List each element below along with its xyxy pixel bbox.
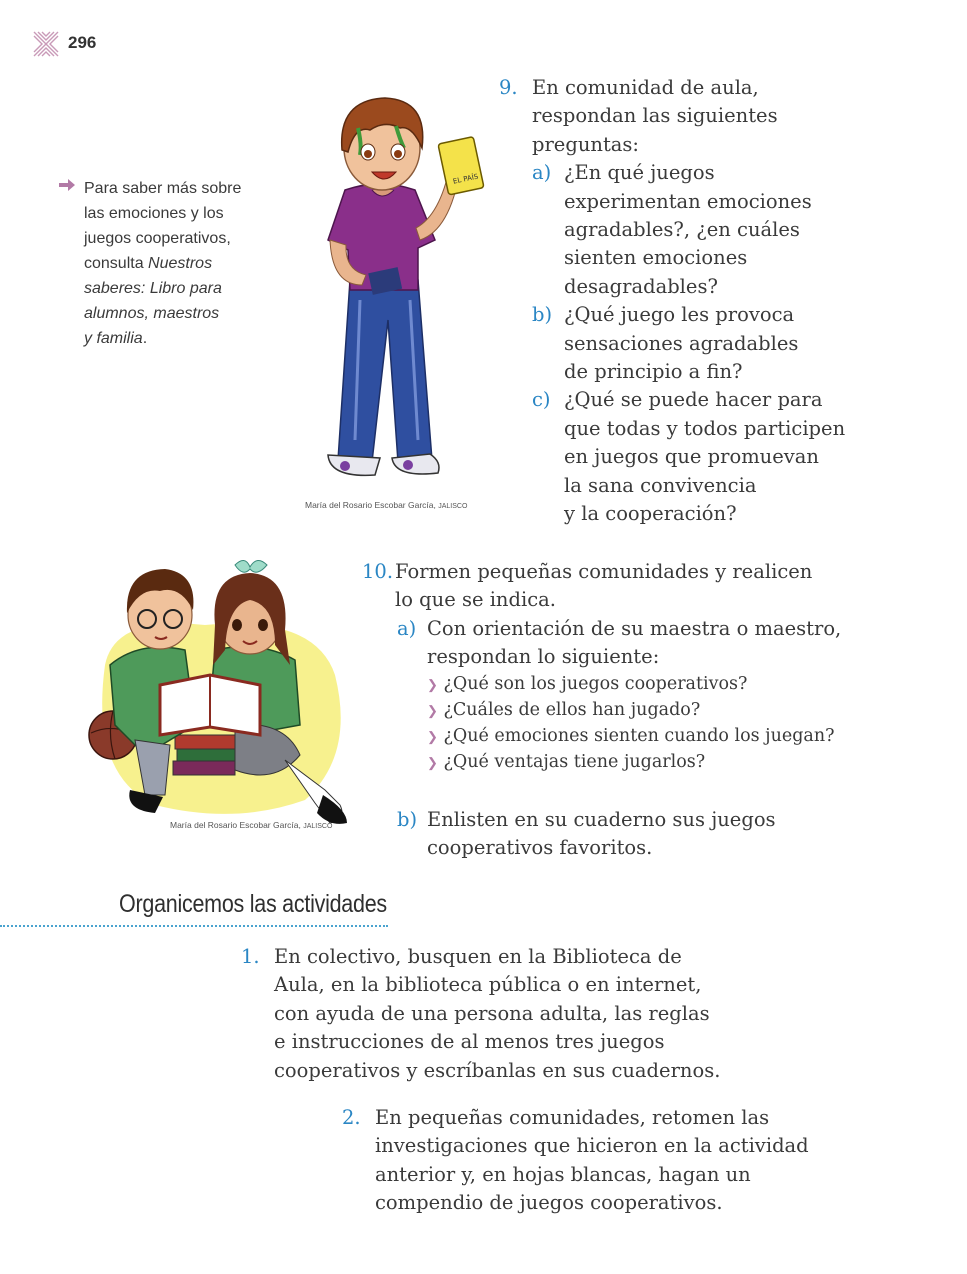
section-divider	[0, 925, 388, 927]
note-line: consulta	[84, 255, 149, 272]
boy-illustration	[300, 90, 500, 490]
illustration-credit-state: JALISCO	[303, 823, 333, 830]
bullet-text: ¿Qué ventajas tiene jugarlos?	[443, 751, 706, 772]
arrow-right-icon	[58, 178, 76, 192]
item-text: desagradables?	[564, 274, 718, 298]
item-text: Con orientación de su maestra o maestro,	[427, 616, 842, 640]
item-text: y la cooperación?	[564, 502, 737, 526]
question-text: En comunidad de aula,	[532, 76, 759, 99]
question-text: lo que se indica.	[395, 588, 556, 612]
book-logo-icon	[30, 28, 62, 60]
question-number: 9.	[499, 76, 518, 99]
note-end: .	[142, 330, 148, 347]
card-text: EL PAÍS	[452, 172, 480, 186]
illustration-credit: María del Rosario Escobar García,	[170, 820, 301, 830]
book-title: Nuestros	[148, 255, 213, 272]
activity-text: e instrucciones de al menos tres juegos	[274, 1030, 665, 1054]
activity-1	[241, 943, 761, 1085]
sidebar-note	[84, 176, 274, 351]
question-9	[499, 74, 919, 529]
illustration-credit: María del Rosario Escobar García,	[305, 500, 436, 510]
activity-text: Aula, en la biblioteca pública o en internet,	[274, 973, 702, 997]
bullet-icon: ❯	[427, 677, 438, 693]
item-label: b)	[532, 303, 553, 327]
book-title: alumnos, maestros	[84, 305, 220, 322]
bullet-text: ¿Qué son los juegos cooperativos?	[443, 673, 748, 694]
item-label: c)	[532, 388, 551, 412]
item-text: en juegos que promuevan	[564, 445, 819, 469]
activity-text: compendio de juegos cooperativos.	[375, 1191, 723, 1215]
book-title: y familia	[84, 330, 143, 347]
item-text: que todas y todos participen	[564, 416, 846, 440]
item-text: la sana convivencia	[564, 473, 757, 497]
question-text: Formen pequeñas comunidades y realicen	[395, 560, 813, 583]
bullet-icon: ❯	[427, 755, 438, 771]
item-text: respondan lo siguiente:	[427, 645, 660, 669]
item-text: experimentan emociones	[564, 189, 812, 213]
book-title: saberes: Libro para	[84, 280, 222, 297]
bullet-text: ¿Qué emociones sienten cuando los juegan?	[443, 725, 835, 746]
question-text: respondan las siguientes	[532, 104, 778, 128]
note-line: Para saber más sobre	[84, 180, 242, 197]
activity-text: En pequeñas comunidades, retomen las	[375, 1106, 770, 1129]
item-text: sienten emociones	[564, 246, 748, 270]
activity-text: En colectivo, busquen en la Biblioteca de	[274, 945, 682, 968]
item-label: a)	[532, 161, 552, 185]
activity-number: 1.	[241, 945, 260, 968]
page-number: 296	[68, 33, 97, 52]
activity-text: cooperativos y escríbanlas en sus cuadernos.	[274, 1058, 721, 1082]
kids-reading-illustration	[85, 555, 360, 830]
item-label: a)	[397, 616, 417, 640]
activity-number: 2.	[342, 1106, 361, 1129]
item-text: ¿En qué juegos	[564, 161, 715, 185]
item-text: ¿Qué se puede hacer para	[564, 388, 823, 412]
item-text: de principio a fin?	[564, 360, 743, 384]
activity-text: con ayuda de una persona adulta, las reglas	[274, 1001, 710, 1025]
bullet-text: ¿Cuáles de ellos han jugado?	[443, 699, 701, 720]
section-title: Organicemos las actividades	[119, 890, 387, 918]
question-10	[362, 558, 902, 862]
item-text: sensaciones agradables	[564, 331, 799, 355]
item-text: ¿Qué juego les provoca	[564, 303, 795, 327]
item-text: Enlisten en su cuaderno sus juegos	[427, 807, 776, 831]
note-line: las emociones y los	[84, 205, 224, 222]
activity-text: anterior y, en hojas blancas, hagan un	[375, 1162, 751, 1186]
activity-text: investigaciones que hicieron en la actividad	[375, 1134, 809, 1158]
item-text: agradables?, ¿en cuáles	[564, 218, 800, 242]
illustration-credit-state: JALISCO	[438, 503, 468, 510]
bullet-icon: ❯	[427, 703, 438, 719]
bullet-icon: ❯	[427, 729, 438, 745]
question-text: preguntas:	[532, 132, 639, 156]
item-text: cooperativos favoritos.	[427, 836, 653, 860]
activity-2	[342, 1104, 862, 1218]
note-line: juegos cooperativos,	[84, 230, 231, 247]
question-number: 10.	[362, 560, 394, 583]
item-label: b)	[397, 807, 418, 831]
